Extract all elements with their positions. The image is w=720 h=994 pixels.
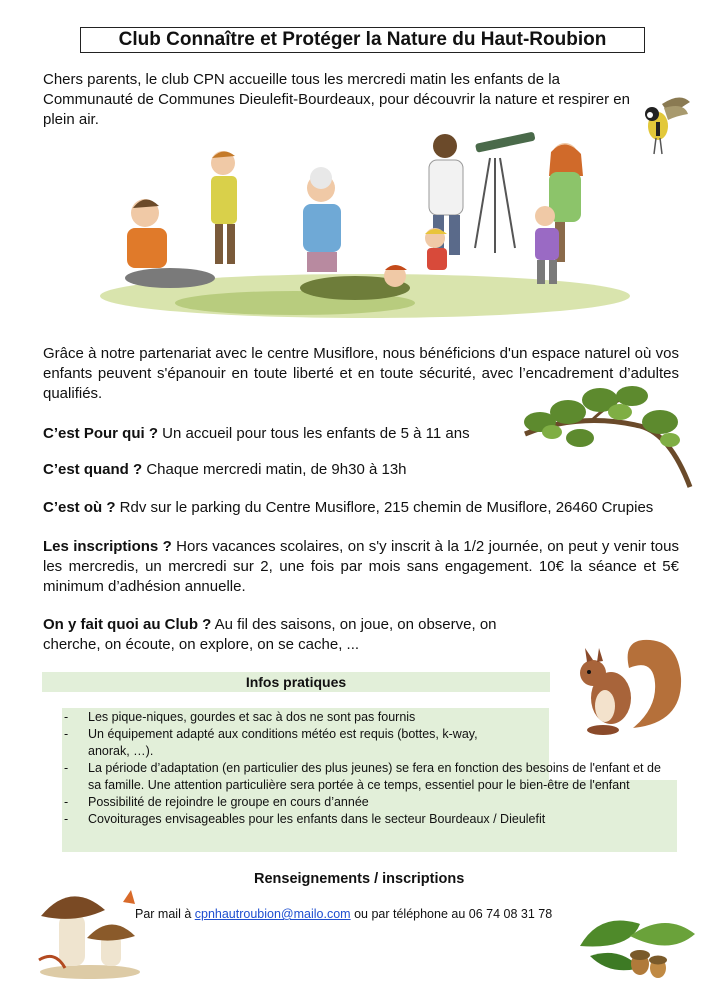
oak-leaves-illustration: [570, 906, 700, 988]
list-item: - Un équipement adapté aux conditions météo est requis (bottes, k-way, anorak, …).: [64, 726, 518, 760]
list-item: - Possibilité de rejoindre le groupe en cours d’année: [64, 794, 676, 811]
faq-registration-question: Les inscriptions ?: [43, 538, 172, 555]
faq-activities-question: On y fait quoi au Club ?: [43, 616, 212, 633]
list-item: - La période d’adaptation (en particulier des plus jeunes) se fera en fonction des besoins de l'enfant et de sa famille. Une attention particulière sera portée à ce temps, essentiel pour le bien-être de l'enfant: [64, 760, 676, 794]
contact-prefix: Par mail à: [135, 907, 195, 921]
faq-when-question: C’est quand ?: [43, 461, 143, 478]
faq-who-question: C’est Pour qui ?: [43, 425, 159, 442]
faq-where: [43, 498, 693, 518]
faq-registration: [43, 537, 679, 597]
email-link[interactable]: cpnhautroubion@mailo.com: [194, 907, 351, 921]
children-nature-illustration: [95, 128, 635, 318]
faq-where-answer: Rdv sur le parking du Centre Musiflore, 215 chemin de Musiflore, 26460 Crupies: [115, 499, 654, 516]
contact-title: Renseignements / inscriptions: [254, 871, 465, 887]
faq-who: [43, 424, 683, 444]
list-item: - Les pique-niques, gourdes et sac à dos ne sont pas fournis: [64, 709, 676, 726]
faq-who-answer: Un accueil pour tous les enfants de 5 à 11 ans: [158, 425, 470, 442]
page-title: Club Connaître et Protéger la Nature du Haut-Roubion: [80, 27, 645, 53]
partnership-text: Grâce à notre partenariat avec le centre Musiflore, nous bénéficions d'un espace naturel où vos enfants peuvent s'épanouir en toute liberté et en toute sécurité, avec l’encadrement d’adultes qualifiés.: [43, 345, 679, 402]
contact-line: [135, 907, 552, 921]
bird-illustration: [640, 94, 692, 164]
contact-middle: ou par téléphone au: [354, 907, 469, 921]
faq-where-question: C’est où ?: [43, 499, 116, 516]
faq-activities-answer: Au fil des saisons, on joue, on observe, on cherche, on écoute, on explore, on se cache, ...: [43, 616, 497, 653]
infos-list: [64, 709, 676, 828]
intro-text: Chers parents, le club CPN accueille tous les mercredi matin les enfants de la Communauté de Communes Dieulefit-Bourdeaux, pour découvrir la nature et respirer en plein air.: [43, 71, 630, 128]
phone-number: 06 74 08 31 78: [468, 907, 553, 921]
faq-registration-answer: Hors vacances scolaires, on s'y inscrit à la 1/2 journée, on peut y venir tous les mercredis, un mercredi sur 2, une fois par mois sans engagement. 10€ la séance et 5€ minimum d’adhésion annuelle.: [43, 538, 679, 595]
mushrooms-illustration: [35, 880, 145, 980]
list-item: - Covoiturages envisageables pour les enfants dans le secteur Bourdeaux / Dieulefit: [64, 811, 676, 828]
infos-title: Infos pratiques: [42, 672, 550, 692]
faq-when-answer: Chaque mercredi matin, de 9h30 à 13h: [142, 461, 407, 478]
faq-activities: [43, 615, 513, 655]
faq-when: [43, 460, 683, 480]
